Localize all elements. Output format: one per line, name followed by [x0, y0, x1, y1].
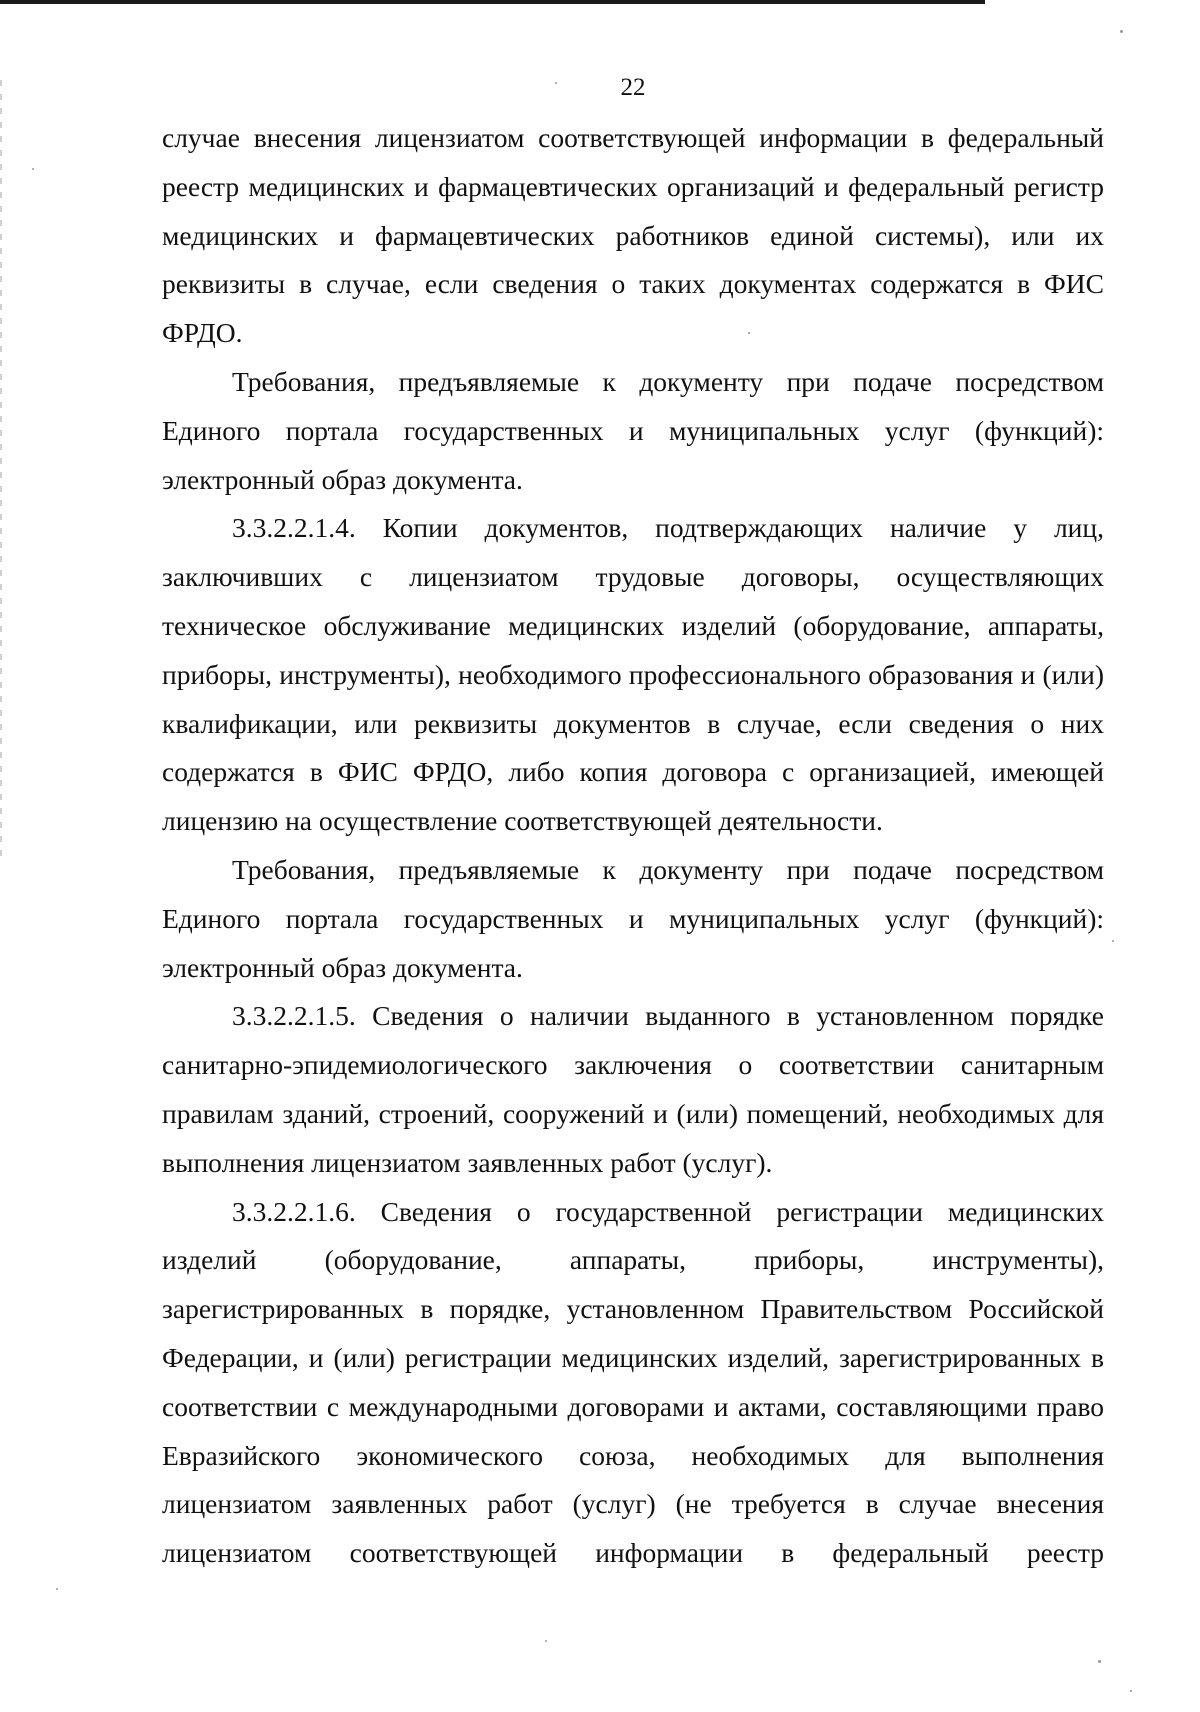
paragraph-requirements-1: Требования, предъявляемые к документу при подаче посредством Единого портала государственных и муниципальных услуг (функций): электронный образ документа. — [162, 365, 1104, 495]
paragraph-requirements-2: Требования, предъявляемые к документу при подаче посредством Единого портала государственных и муниципальных услуг (функций): электронный образ документа. — [162, 853, 1104, 983]
scan-speck — [1130, 1690, 1132, 1692]
paragraph-3-3-2-2-1-6: 3.3.2.2.1.6. Сведения о государственной регистрации медицинских изделий (оборудование, аппараты, приборы, инструменты), зарегистрированных в порядке, установленном Правительством Российской Федерации, и (или) регистрации медицинских изделий, зарегистрированных в соответствии с международными договорами и актами, составляющими право Евразийского экономического союза, необходимых для выполнения лицензиатом заявленных работ (услуг) (не требуется в случае внесения лицензиатом соответствующей информации в федеральный реестр — [162, 1195, 1104, 1569]
scan-speck — [1112, 940, 1114, 942]
page-number: 22 — [620, 74, 646, 101]
scan-speck — [748, 332, 750, 334]
scan-speck — [555, 82, 557, 84]
scan-top-edge — [0, 0, 985, 4]
paragraph-3-3-2-2-1-4: 3.3.2.2.1.4. Копии документов, подтверждающих наличие у лиц, заключивших с лицензиатом трудовые договоры, осуществляющих техническое обслуживание медицинских изделий (оборудование, аппараты, приборы, инструменты), необходимого профессионального образования и (или) квалификации, или реквизиты документов в случае, если сведения о них содержатся в ФИС ФРДО, либо копия договора с организацией, имеющей лицензию на осуществление соответствующей деятельности. — [162, 512, 1104, 837]
paragraph-continuation: случае внесения лицензиатом соответствующей информации в федеральный реестр медицинских и фармацевтических организаций и федеральный регистр медицинских и фармацевтических работников единой системы), или их реквизиты в случае, если сведения о таких документах содержатся в ФИС ФРДО. — [162, 122, 1104, 349]
scan-speck — [545, 1640, 547, 1642]
scan-speck — [56, 1588, 58, 1590]
scan-left-edge — [0, 80, 2, 860]
scan-speck — [1120, 30, 1123, 33]
body-text — [162, 114, 1104, 1578]
scan-speck — [1098, 1660, 1101, 1663]
scan-speck — [32, 168, 34, 170]
paragraph-3-3-2-2-1-5: 3.3.2.2.1.5. Сведения о наличии выданного в установленном порядке санитарно-эпидемиологического заключения о соответствии санитарным правилам зданий, строений, сооружений и (или) помещений, необходимых для выполнения лицензиатом заявленных работ (услуг). — [162, 1000, 1104, 1178]
